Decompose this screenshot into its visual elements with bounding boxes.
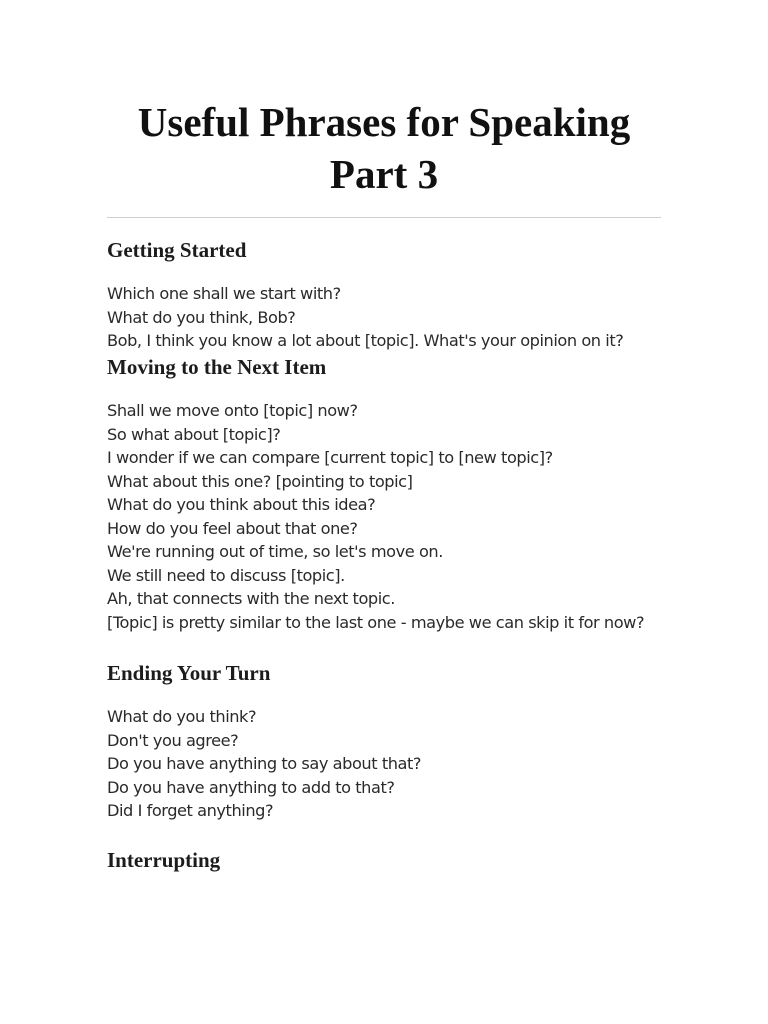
phrase-list (107, 705, 667, 823)
section-ending-your-turn (107, 661, 667, 823)
phrase-list (107, 282, 667, 353)
section-heading: Getting Started (107, 238, 247, 262)
phrase-line: Bob, I think you know a lot about [topic]. What's your opinion on it? (107, 331, 624, 350)
phrase-line: Which one shall we start with? (107, 284, 341, 303)
phrase-list (107, 399, 667, 634)
section-heading: Moving to the Next Item (107, 355, 327, 379)
phrase-line: What about this one? [pointing to topic] (107, 471, 413, 491)
phrase-line: Do you have anything to add to that? (107, 777, 395, 797)
section-heading: Interrupting (107, 848, 221, 872)
phrase-line: Ah, that connects with the next topic. (107, 589, 395, 608)
phrase-line: We're running out of time, so let's move on. (107, 542, 443, 561)
phrase-line: Do you have anything to say about that? (107, 754, 422, 773)
phrase-line: Did I forget anything? (107, 801, 274, 820)
phrase-line: We still need to discuss [topic]. (107, 565, 345, 585)
horizontal-divider (107, 217, 661, 218)
title-line-2: Part 3 (329, 151, 439, 197)
phrase-line: So what about [topic]? (107, 424, 281, 444)
phrase-line: Shall we move onto [topic] now? (107, 401, 358, 420)
phrase-line: [Topic] is pretty similar to the last one - maybe we can skip it for now? (107, 612, 645, 632)
phrase-line: How do you feel about that one? (107, 518, 358, 538)
phrase-line: I wonder if we can compare [current topic] to [new topic]? (107, 448, 553, 467)
phrase-line: Don't you agree? (107, 730, 239, 750)
page-title (77, 96, 691, 200)
phrase-line: What do you think, Bob? (107, 307, 296, 327)
section-moving-to-next-item (107, 355, 667, 634)
phrase-line: What do you think? (107, 707, 257, 726)
title-line-1: Useful Phrases for Speaking (137, 99, 631, 145)
phrase-line: What do you think about this idea? (107, 495, 376, 514)
section-getting-started (107, 238, 667, 353)
section-interrupting (107, 848, 667, 872)
section-heading: Ending Your Turn (107, 661, 271, 685)
